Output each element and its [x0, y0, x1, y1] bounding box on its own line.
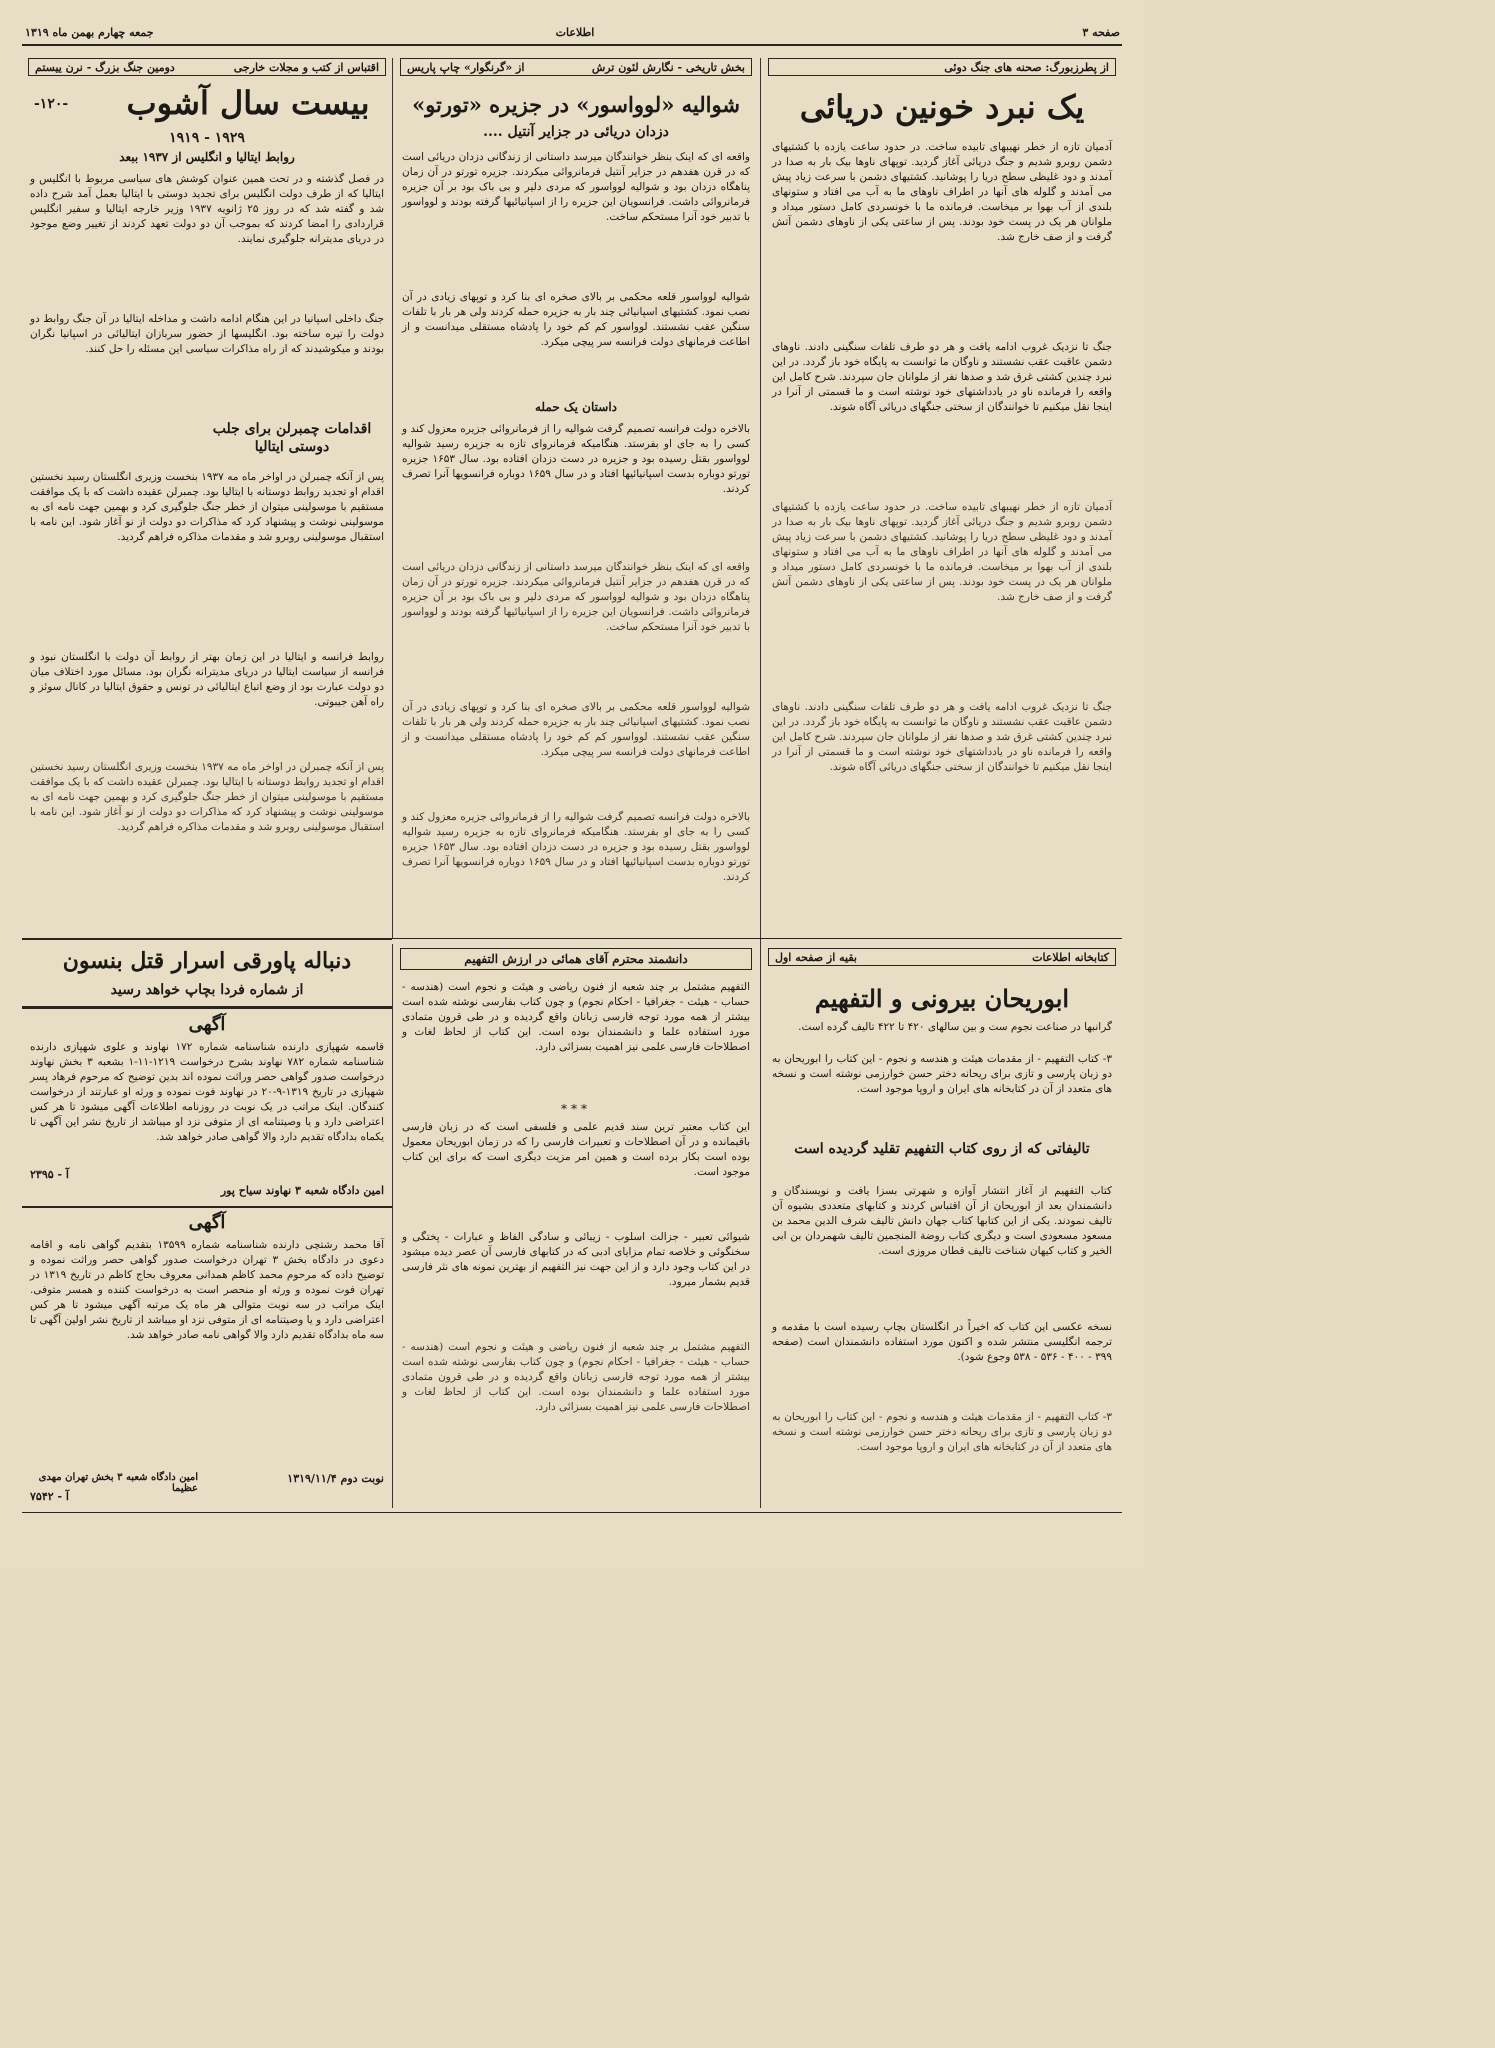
col3-section-title: اقدامات چمبرلن برای جلب دوستی ایتالیا	[212, 421, 372, 455]
notice2-ref: نوبت دوم ۱۳۱۹/۱۱/۴	[287, 1472, 384, 1485]
col2-subhead: دزدان دریائی در جزایر آنتیل ....	[483, 124, 669, 140]
column-rule	[392, 58, 393, 938]
col1-body-1-cont: آدمیان تازه از خطر نهیبهای تابیده ساخت. در حدود ساعت یازده با کشتیهای دشمن روبرو شدیم و جنگ دریائی آغاز گردید. توپهای ناوها بیک بار به صدا در آمدند و دود غلیظی سطح دریا را پوشانید. کشتیهای دشمن با سرعت زیاد پیش می آمدند و گلوله های آنها در اطراف ناوهای ما به آب می افتاد و ستونهای بلندی از آب بهوا بر میخاست. فرمانده ما با خونسردی کامل دستور میداد و ملوانان هر یک در پست خود بودند. پس از ساعتی یکی از ناوهای دشمن آتش گرفت و از صف خارج شد.	[772, 501, 1112, 603]
notice2-body: آقا محمد رشتچی دارنده شناسنامه شماره ۱۳۵۹۹ بتقدیم گواهی نامه و اقامه دعوی در دادگاه بخش ۳ تهران درخواست صدور گواهی حصر وراثت نموده و توضیح داده که مرحوم محمد کاظم همدانی معروف بحاج کاظم در تاریخ ۱۳۱۹ در تهران فوت نموده و ورثه او منحصر است به درخواست کننده و همسر متوفی. اینک مراتب در سه نوبت متوالی هر ماه یک مرتبه آگهی میشود تا هر کس اعتراضی دارد و یا وصیتنامه ای از متوفی نزد او میباشد از تاریخ نشر اولین آگهی تا سه ماه بدادگاه تقدیم دارد والا گواهی نامه صادر خواهد شد.	[30, 1239, 384, 1341]
rb-headline: ابوریحان بیرونی و التفهیم	[814, 984, 1070, 1013]
notice2-ref2: ۷۵۴۲ - آ	[30, 1490, 69, 1503]
mid-body-2: این کتاب معتبر ترین سند قدیم علمی و فلسفی است که در زبان فارسی باقیمانده و در آن اصطلاحات و تعبیرات فارسی را که در زمان ابوریحان معمول بوده است بکار برده است و همین امر مزیت دیگری است که برای این کتاب موجود است.	[402, 1121, 750, 1178]
column-rule	[392, 944, 393, 1508]
col2-kicker: بخش تاریخی - نگارش لئون ترش	[591, 61, 745, 74]
notice1-sign: امین دادگاه شعبه ۳ نهاوند سیاح پور	[220, 1184, 384, 1197]
section-rule	[22, 1206, 392, 1208]
notice1-ref: ۲۳۹۵ - آ	[30, 1168, 69, 1181]
col3-years: ۱۹۲۹ - ۱۹۱۹	[169, 130, 245, 146]
serial-notice-headline: دنباله پاورقی اسرار قتل بنسون	[62, 948, 352, 974]
col2-section-title: داستان یک حمله	[534, 400, 618, 414]
col3-body-3-cont: پس از آنکه چمبرلن در اواخر ماه مه ۱۹۳۷ بنخست وزیری انگلستان رسید نخستین اقدام او تجدید روابط دوستانه با ایتالیا بود. چمبرلن عقیده داشت که با یک موافقت مستقیم با موسولینی میتوان از خطر جنگ جلوگیری کرد و بهمین جهت نامه ای به موسولینی نوشت و پیشنهاد کرد که مذاکرات دو دولت از نو آغاز شود. این نامه با استقبال موسولینی روبرو شد و مقدمات مذاکره فراهم گردید.	[30, 761, 384, 833]
col3-kicker-box	[28, 58, 386, 76]
col2-kicker-right: از «گرنگوار» چاپ پاریس	[407, 61, 525, 74]
col2-body-1: واقعه ای که اینک بنظر خوانندگان میرسد داستانی از زندگانی دزدان دریائی است که در قرن هفدهم در جزایر آنتیل فرمانروائی میکردند. جزیره تورتو در آن زمان پناهگاه دزدان بود و شوالیه لوواسور که مردی دلیر و بی باک بود بر آن جزیره فرمانروائی داشت. فرانسویان این جزیره را از اسپانیائیها گرفته بودند و لوواسور با تدبیر خود آنرا مستحکم ساخت.	[402, 151, 750, 223]
section-rule	[392, 938, 1122, 939]
mid-body-3: شیوائی تعبیر - جزالت اسلوب - زیبائی و سادگی الفاظ و عبارات - پختگی و سخنگوئی و خلاصه تمام مزایای ادبی که در کتابهای فارسی آن عصر دیده میشود در این کتاب وجود دارد و از این جهت نیز التفهیم از بهترین نمونه های نثر فارسی قدیم بشمار میرود.	[402, 1231, 750, 1288]
paper-name: اطلاعات	[555, 26, 595, 39]
col3-body-3: پس از آنکه چمبرلن در اواخر ماه مه ۱۹۳۷ بنخست وزیری انگلستان رسید نخستین اقدام او تجدید روابط دوستانه با ایتالیا بود. چمبرلن عقیده داشت که با یک موافقت مستقیم با موسولینی میتوان از خطر جنگ جلوگیری کرد و بهمین جهت نامه ای به موسولینی نوشت و پیشنهاد کرد که مذاکرات دو دولت از نو آغاز شود. این نامه با استقبال موسولینی روبرو شد و مقدمات مذاکره فراهم گردید.	[30, 471, 384, 543]
section-rule	[22, 1006, 392, 1009]
col3-serial: -۱۲۰-	[34, 96, 69, 112]
col1-kicker: از پطرزبورگ: صحنه های جنگ دوئی	[768, 58, 1116, 76]
col3-body-2: جنگ داخلی اسپانیا در این هنگام ادامه داشت و مداخله ایتالیا در آن جنگ روابط دو دولت را تیره ساخته بود. انگلیسها از حضور سربازان ایتالیائی در اسپانیا نگران بودند و میکوشیدند که از راه مذاکرات سیاسی این مسئله را حل کنند.	[30, 313, 384, 355]
col2-body-3: بالاخره دولت فرانسه تصمیم گرفت شوالیه را از فرمانروائی جزیره معزول کند و کسی را به جای او بفرستد. هنگامیکه فرمانروای تازه به جزیره رسید شوالیه لوواسور بقتل رسیده بود و جزیره در دست دزدان افتاده بود. سال ۱۶۵۳ جزیره تورتو دوباره بدست اسپانیائیها افتاد و در سال ۱۶۵۹ دوباره فرانسویها آنرا تصرف کردند.	[402, 423, 751, 495]
notice1-title: آگهی	[188, 1014, 226, 1035]
col2-body-3-cont: بالاخره دولت فرانسه تصمیم گرفت شوالیه را از فرمانروائی جزیره معزول کند و کسی را به جای او بفرستد. هنگامیکه فرمانروای تازه به جزیره رسید شوالیه لوواسور بقتل رسیده بود و جزیره در دست دزدان افتاده بود. سال ۱۶۵۳ جزیره تورتو دوباره بدست اسپانیائیها افتاد و در سال ۱۶۵۹ دوباره فرانسویها آنرا تصرف کردند.	[402, 811, 751, 883]
serial-notice-subhead: از شماره فردا بچاپ خواهد رسید	[110, 982, 304, 998]
rb-section-title: تالیفاتی که از روی کتاب التفهیم تقلید گردیده است	[794, 1141, 1090, 1157]
notice2-title: آگهی	[188, 1212, 226, 1233]
mid-title: دانشمند محترم آقای همائی در ارزش التفهیم	[400, 948, 752, 970]
col3-body-4: روابط فرانسه و ایتالیا در این زمان بهتر از روابط آن دولت با انگلستان نبود و فرانسه از سیاست ایتالیا در دریای مدیترانه نگران بود. مسائل مورد اختلاف میان دو دولت عبارت بود از وضع اتباع ایتالیائی در تونس و حقوق ایتالیا در کانال سوئز و راه آهن جیبوتی.	[30, 651, 384, 708]
col3-kicker-right: اقتباس از کتب و مجلات خارجی	[233, 61, 379, 74]
notice2-sign: امین دادگاه شعبه ۳ بخش تهران مهدی عظیما	[38, 1472, 198, 1494]
page-number: صفحه ۳	[1082, 26, 1120, 39]
col2-body-2: شوالیه لوواسور قلعه محکمی بر بالای صخره ای بنا کرد و توپهای زیادی در آن نصب نمود. کشتیهای اسپانیائی چند بار به جزیره حمله کردند ولی هر بار با تلفات سنگین عقب نشستند. لوواسور کم کم خود را پادشاه مستقلی میدانست و از اطاعت فرمانهای دولت فرانسه سر پیچی میکرد.	[402, 291, 750, 348]
notice1-body: قاسمه شهپازی دارنده شناسنامه شماره ۱۷۲ نهاوند و علوی شهپازی دارنده شناسنامه شماره ۷۸۲ نهاوند بشرح درخواست ۱۲۱۹-۱۱-۱ بشعبه ۳ بخش نهاوند درخواست صدور گواهی حصر وراثت نموده اند بدین توضیح که مرحوم فرهاد پسر شهپازی در تاریخ ۱۳۱۹-۹-۲۰ در نهاوند فوت نموده و ورثه او عبارتند از درخواست کنندگان. اینک مراتب در یک نوبت در روزنامه اطلاعات آگهی میشود تا هر کس اعتراضی دارد و یا وصیتنامه ای از متوفی نزد او میباشد از تاریخ نشر این آگهی تا یکماه بدادگاه تقدیم دارد والا گواهی صادر خواهد شد.	[30, 1041, 384, 1143]
section-rule	[22, 938, 392, 940]
rb-body-3: کتاب التفهیم از آغاز انتشار آوازه و شهرتی بسزا یافت و نویسندگان و دانشمندان بعد از ابوریحان از آن اقتباس کردند و کتابهای متعددی بشیوه آن تالیف نمودند. یکی از این کتابها کتاب جهان دانش تالیف شرف الدین محمد بن مسعود مسعودی است و دیگری کتاب روضة المنجمین تالیف شهمردان بن ابی الخیر و کتاب کیهان شناخت تالیف قطان مروزی است.	[772, 1185, 1112, 1257]
rb-kicker-right: کتابخانه اطلاعات	[1032, 951, 1109, 964]
rb-body-4: نسخه عکسی این کتاب که اخیراً در انگلستان بچاپ رسیده است با مقدمه و ترجمه انگلیسی منتشر شده و اکنون مورد استفاده دانشمندان است (صفحه ۳۹۹ - ۴۰۰ - ۵۳۶ - ۵۳۸ وجوع شود).	[772, 1321, 1112, 1363]
rb-body-1: گرانبها در صناعت نجوم ست و بین سالهای ۴۲۰ تا ۴۲۲ تالیف گرده است.	[798, 1021, 1112, 1033]
mid-body-1-cont: التفهیم مشتمل بر چند شعبه از فنون ریاضی و هیئت و نجوم است (هندسه - حساب - هیئت - جغرافیا - احکام نجوم) و چون کتاب بفارسی نوشته شده است بیشتر از همه مورد توجه فارسی زبانان واقع گردیده و در طی قرون متمادی مورد استفاده علما و دانشمندان بوده است. این کتاب از لحاظ لغات و اصطلاحات فارسی علمی نیز اهمیت بسزائی دارد.	[402, 1341, 750, 1413]
col3-subhead: روابط ایتالیا و انگلیس از ۱۹۳۷ ببعد	[119, 150, 295, 164]
col2-body-2-cont: شوالیه لوواسور قلعه محکمی بر بالای صخره ای بنا کرد و توپهای زیادی در آن نصب نمود. کشتیهای اسپانیائی چند بار به جزیره حمله کردند ولی هر بار با تلفات سنگین عقب نشستند. لوواسور کم کم خود را پادشاه مستقلی میدانست و از اطاعت فرمانهای دولت فرانسه سر پیچی میکرد.	[402, 701, 750, 758]
col3-body-1: در فصل گذشته و در تحت همین عنوان کوشش های سیاسی مربوط با انگلیس و ایتالیا که از طرف دولت انگلیس برای تجدید دوستی با ایتالیا بعمل آمد شرح داده شد و گفته شد که در روز ۲۵ ژانویه ۱۹۳۷ وزیر خارجه ایتالیا و سفیر انگلیس قراردادی را امضا کردند که بموجب آن دو دولت تعهد کردند از تغییر وضع موجود در دریای مدیترانه جلوگیری نمایند.	[30, 173, 385, 245]
col3-kicker: دومین جنگ بزرگ - نرن ییستم	[35, 61, 175, 74]
col1-body-1: آدمیان تازه از خطر نهیبهای تابیده ساخت. در حدود ساعت یازده با کشتیهای دشمن روبرو شدیم و جنگ دریائی آغاز گردید. توپهای ناوها بیک بار به صدا در آمدند و دود غلیظی سطح دریا را پوشانید. کشتیهای دشمن با سرعت زیاد پیش می آمدند و گلوله های آنها در اطراف ناوهای ما به آب می افتاد و ستونهای بلندی از آب بهوا بر میخاست. فرمانده ما با خونسردی کامل دستور میداد و ملوانان هر یک در پست خود بودند. پس از ساعتی یکی از ناوهای دشمن آتش گرفت و از صف خارج شد.	[772, 141, 1112, 243]
mid-body-1: التفهیم مشتمل بر چند شعبه از فنون ریاضی و هیئت و نجوم است (هندسه - حساب - هیئت - جغرافیا - احکام نجوم) و چون کتاب بفارسی نوشته شده است بیشتر از همه مورد توجه فارسی زبانان واقع گردیده و در طی قرون متمادی مورد استفاده علما و دانشمندان بوده است. این کتاب از لحاظ لغات و اصطلاحات فارسی علمی نیز اهمیت بسزائی دارد.	[402, 981, 750, 1053]
rb-kicker-left: بقیه از صفحه اول	[775, 951, 857, 964]
column-rule	[760, 58, 761, 1508]
issue-date: جمعه چهارم بهمن ماه ۱۳۱۹	[25, 26, 154, 39]
col2-headline: شوالیه «لوواسور» در جزیره «تورتو»	[412, 92, 740, 117]
masthead-rule	[22, 44, 1122, 46]
stars-divider: ***	[561, 1102, 591, 1116]
col2-body-1-cont: واقعه ای که اینک بنظر خوانندگان میرسد داستانی از زندگانی دزدان دریائی است که در قرن هفدهم در جزایر آنتیل فرمانروائی میکردند. جزیره تورتو در آن زمان پناهگاه دزدان بود و شوالیه لوواسور که مردی دلیر و بی باک بود بر آن جزیره فرمانروائی داشت. فرانسویان این جزیره را از اسپانیائیها گرفته بودند و لوواسور با تدبیر خود آنرا مستحکم ساخت.	[402, 561, 750, 633]
col1-body-2: جنگ تا نزدیک غروب ادامه یافت و هر دو طرف تلفات سنگینی دادند. ناوهای دشمن عاقبت عقب نشستند و ناوگان ما توانست به پایگاه خود باز گردد. در این نبرد چندین کشتی غرق شد و صدها نفر از ملوانان جان سپردند. شرح کامل این واقعه را فرمانده ناو در یادداشتهای خود نوشته است و ما قسمتی از آنرا در اینجا نقل میکنیم تا خوانندگان از سختی جنگهای دریائی آگاه شوند.	[772, 341, 1112, 413]
rb-kicker-box	[768, 948, 1116, 966]
rb-body-2: ۳- کتاب التفهیم - از مقدمات هیئت و هندسه و نجوم - این کتاب را ابوریحان به دو زبان پارسی و تازی برای ریحانه دختر حسن خوارزمی نوشته است و نسخه های متعدد از آن در کتابخانه های ایران و اروپا موجود است.	[772, 1053, 1112, 1095]
col1-headline: یک نبرد خونین دریائی	[799, 88, 1085, 126]
col3-headline: بیست سال آشوب	[126, 84, 370, 122]
col1-body-2-cont: جنگ تا نزدیک غروب ادامه یافت و هر دو طرف تلفات سنگینی دادند. ناوهای دشمن عاقبت عقب نشستند و ناوگان ما توانست به پایگاه خود باز گردد. در این نبرد چندین کشتی غرق شد و صدها نفر از ملوانان جان سپردند. شرح کامل این واقعه را فرمانده ناو در یادداشتهای خود نوشته است و ما قسمتی از آنرا در اینجا نقل میکنیم تا خوانندگان از سختی جنگهای دریائی آگاه شوند.	[772, 701, 1112, 773]
col2-kicker-box	[400, 58, 752, 76]
rb-body-2-cont: ۳- کتاب التفهیم - از مقدمات هیئت و هندسه و نجوم - این کتاب را ابوریحان به دو زبان پارسی و تازی برای ریحانه دختر حسن خوارزمی نوشته است و نسخه های متعدد از آن در کتابخانه های ایران و اروپا موجود است.	[772, 1411, 1112, 1453]
bottom-rule	[22, 1512, 1122, 1513]
